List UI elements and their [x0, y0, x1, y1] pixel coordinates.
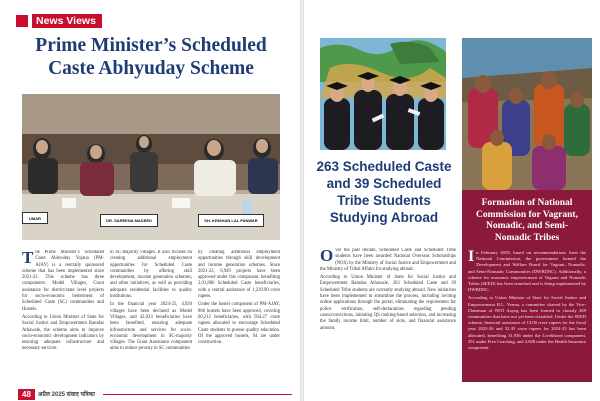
- placard-center: [100, 214, 158, 227]
- dropcap: T: [22, 250, 34, 267]
- article-paragraph: in SC-majority villages. It also focuses on creating additional employment opportunities for Scheduled Caste communities by offering skill development, income generation schemes, and other initiatives, as well as providing adequate residential facilities to quality institutions.: [110, 250, 192, 300]
- section-tag-label: News Views: [32, 14, 102, 28]
- placard-left: [22, 212, 48, 224]
- placard-text: SH. KRISHAN LAL PANWAR: [204, 218, 258, 223]
- placard-text: UMAR: [29, 215, 41, 221]
- tribal-community-photo: [462, 38, 592, 190]
- article-paragraph: by creating additional employment opportunities through skill development and income generation schemes. Since 2021-22, 6,949 projects have been approved under this component, benefiting 2,01,886 Scheduled Caste beneficiaries, with a central assistance of 1,239.90 crore rupees.: [198, 250, 280, 300]
- page-number: 48: [18, 389, 35, 400]
- story-body: [320, 248, 456, 380]
- footer-divider: [103, 394, 292, 395]
- article-paragraph: he Prime Minister’s Scheduled Caste Abhyuday Yojana (PM-AJAY) is a centrally sponsored scheme that has been implemented since 2021-22. This scheme has three components: Model Villages, Grant assistance for district/state level projects for socio-economic betterment of Scheduled Caste (SC) communities and Hostels.: [22, 250, 104, 312]
- article-columns: [22, 250, 280, 380]
- issue-label: अप्रैल 2025 संवाद पत्रिका: [37, 392, 95, 398]
- panel-paragraph: n February 2019, based on recommendations from the National Commission, the government formed the Development and Welfare Board for Vagrant, Nomadic, and Semi-Nomadic Communities (DWBDNC). Additionally, a scheme for economic empowerment of Vagrant and Nomadic Tribes (SEED) has been launched and is being implemented by DWBDNC.: [468, 250, 586, 293]
- article-column-3: [198, 250, 280, 380]
- story-paragraph: According to Union Minister of State for Social Justice and Empowerment Ramdas Athawale, 263 Scheduled Caste and 39 Scheduled Tribe students are currently studying abroad. New initiatives have been implemented to streamline the process, including inviting online applications through the portal, eliminating the requirement for police verification, self-declarations regarding pending cases/convictions, initiating QS ranking-based selection, and increasing the family income limit, number of slots, and financial assistance amount.: [320, 275, 456, 331]
- article-paragraph: Under the hostel component of PM-AJAY, 866 hostels have been approved, covering 60,212 beneficiaries, with 934.27 crore rupees allocated to encourage Scheduled Caste students to pursue quality education. Of the approved hostels, 94 are under construction.: [198, 302, 280, 346]
- section-tag-marker: [16, 15, 28, 27]
- dropcap: I: [468, 248, 475, 265]
- section-tag: [16, 14, 102, 28]
- article-column-2: [110, 250, 192, 380]
- article-column-1: [22, 250, 104, 380]
- page-footer: [0, 387, 300, 401]
- dropcap: O: [320, 248, 334, 265]
- placard-text: DR. SAREENA MADEED: [106, 218, 152, 223]
- meeting-photo: [22, 94, 280, 240]
- graduates-photo: [320, 38, 446, 150]
- story-headline: 263 Scheduled Caste and 39 Scheduled Tribe Students Studying Abroad: [316, 159, 452, 225]
- story-paragraph: ver the past decade, Scheduled Caste and Scheduled Tribe students have been awarded National Overseas Scholarships (NOS) by the Ministry of Social Justice and Empowerment and the Ministry of Tribal Affairs for studying abroad.: [320, 248, 456, 272]
- article-paragraph: In the financial year 2024-25, 4,920 villages have been declared as Model Villages, and 42,023 beneficiaries have been benefited, ensuring adequate infrastructure and services for socio-economic development in SC-majority villages. The Grant Assistance component aims to reduce poverty in SC communities: [110, 302, 192, 352]
- panel-title: Formation of National Commission for Vagrant, Nomadic, and Semi-Nomadic Tribes: [476, 198, 578, 243]
- panel-paragraph: According to Union Minister of State for Social Justice and Empowerment B.L. Verma, a committee chaired by the Vice-Chairman of NITI Aayog has been formed to classify 269 communities that have not yet been classified. Under the SEED scheme, financial assistance of 13.00 crore rupees for the fiscal year 2025-26 and 32.45 crore rupees for 2024-25 has been allocated, benefiting 31,936 under the Livelihood component, 351 under Free Coaching, and 2,608 under the Health Insurance component.: [468, 295, 586, 351]
- placard-right: [198, 214, 264, 227]
- right-page: [304, 0, 600, 401]
- panel-body: [468, 250, 586, 351]
- article-paragraph: According to Union Minister of State for Social Justice and Empowerment Ramdas Athawale, the scheme aims to improve socio-economic development indicators by ensuring adequate infrastructure and necessary services: [22, 314, 104, 352]
- article-headline: Prime Minister’s Scheduled Caste Abhyuday Scheme: [35, 35, 267, 79]
- sidebar-panel: [462, 190, 592, 382]
